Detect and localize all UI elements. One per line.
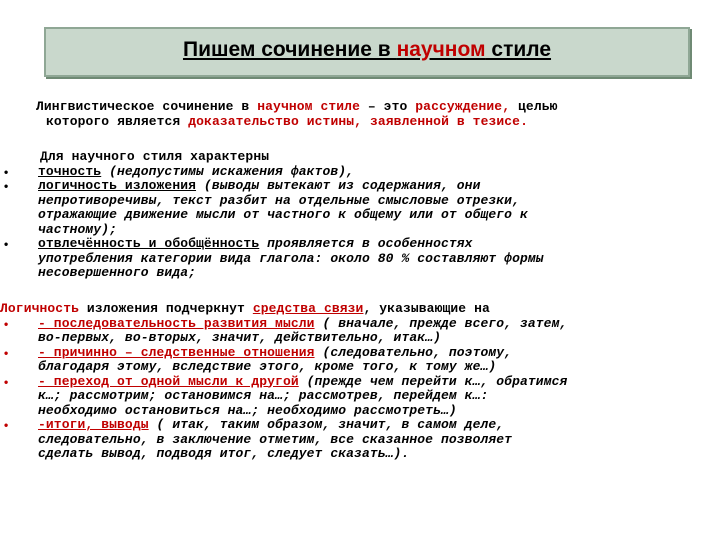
logic-heading-text: , указывающие на	[363, 301, 490, 316]
logic-line: необходимо остановиться на…; необходимо рассмотреть…)	[38, 402, 457, 418]
intro-term: научном стиле	[257, 99, 360, 114]
list-item	[0, 375, 710, 419]
list-item	[0, 179, 700, 237]
title-banner	[44, 27, 690, 77]
bullet-icon: •	[4, 316, 9, 331]
feature-line: непротиворечивы, текст разбит на отдельные смысловые отрезки,	[38, 192, 520, 208]
list-item	[0, 165, 700, 180]
logic-list	[0, 302, 710, 462]
feature-line: несовершенного вида;	[38, 265, 197, 280]
logic-text: ( вначале, прежде всего, затем,	[314, 315, 568, 331]
logic-key: - переход от одной мысли к другой	[38, 373, 299, 389]
list-item	[0, 418, 710, 462]
logic-key: - последовательность развития мысли	[38, 315, 315, 331]
logic-text: (следовательно, поэтому,	[314, 344, 513, 360]
bullet-icon: •	[4, 179, 9, 193]
feature-line: отражающие движение мысли от частного к общему или от общего к	[38, 207, 528, 222]
feature-key: точность	[38, 163, 102, 179]
logic-line: следовательно, в заключение отметим, все сказанное позволяет	[38, 431, 513, 447]
logic-heading-text: изложения подчеркнут	[79, 301, 253, 316]
feature-key: логичность изложения	[38, 178, 197, 193]
intro-text: целью	[510, 99, 558, 114]
feature-line: частному);	[38, 221, 118, 237]
feature-text: проявляется в особенностях	[259, 236, 473, 251]
bullet-icon: •	[4, 374, 9, 389]
logic-heading-term: Логичность	[0, 301, 80, 316]
logic-text: ( итак, таким образом, значит, в самом деле,	[148, 417, 505, 432]
bullet-icon: •	[4, 418, 9, 432]
page-title	[46, 38, 688, 62]
logic-line: сделать вывод, подводя итог, следует сказать…).	[38, 446, 410, 461]
intro-text: – это	[359, 99, 416, 114]
logic-heading	[0, 302, 710, 317]
intro-term: доказательство истины, заявленной в тезисе.	[188, 113, 528, 129]
feature-line: употребления категории вида глагола: около 80 % составляют формы	[38, 250, 544, 266]
list-item	[0, 317, 710, 346]
features-list	[0, 150, 700, 281]
feature-text: (недопустимы искажения фактов),	[101, 163, 355, 179]
intro-text: Лингвистическое сочинение в	[36, 99, 258, 114]
features-heading: Для научного стиля характерны	[40, 149, 270, 164]
title-text-1: Пишем сочинение в	[182, 38, 397, 61]
title-accent: научном	[396, 38, 486, 61]
title-text-2: стиле	[485, 38, 552, 61]
intro-paragraph	[36, 100, 696, 129]
bullet-icon: •	[4, 237, 9, 251]
logic-line: во-первых, во-вторых, значит, действительно, итак…)	[38, 330, 441, 345]
logic-line: благодаря этому, вследствие этого, кроме того, к тому же…)	[38, 359, 497, 374]
list-item	[0, 237, 700, 281]
feature-text: (выводы вытекают из содержания, они	[196, 178, 481, 193]
list-item	[0, 346, 710, 375]
logic-key: - причинно – следственные отношения	[38, 344, 315, 360]
bullet-icon: •	[4, 164, 9, 179]
bullet-icon: •	[4, 345, 9, 360]
logic-line: к…; рассмотрим; остановимся на…; рассмотрев, перейдем к…:	[38, 388, 489, 403]
logic-heading-term: средства связи	[252, 301, 364, 316]
intro-term: рассуждение,	[415, 99, 511, 114]
logic-text: (прежде чем перейти к…, обратимся	[298, 373, 568, 389]
feature-key: отвлечённость и обобщённость	[38, 236, 260, 251]
logic-key: -итоги, выводы	[38, 417, 149, 432]
intro-text: которого является	[46, 113, 189, 129]
